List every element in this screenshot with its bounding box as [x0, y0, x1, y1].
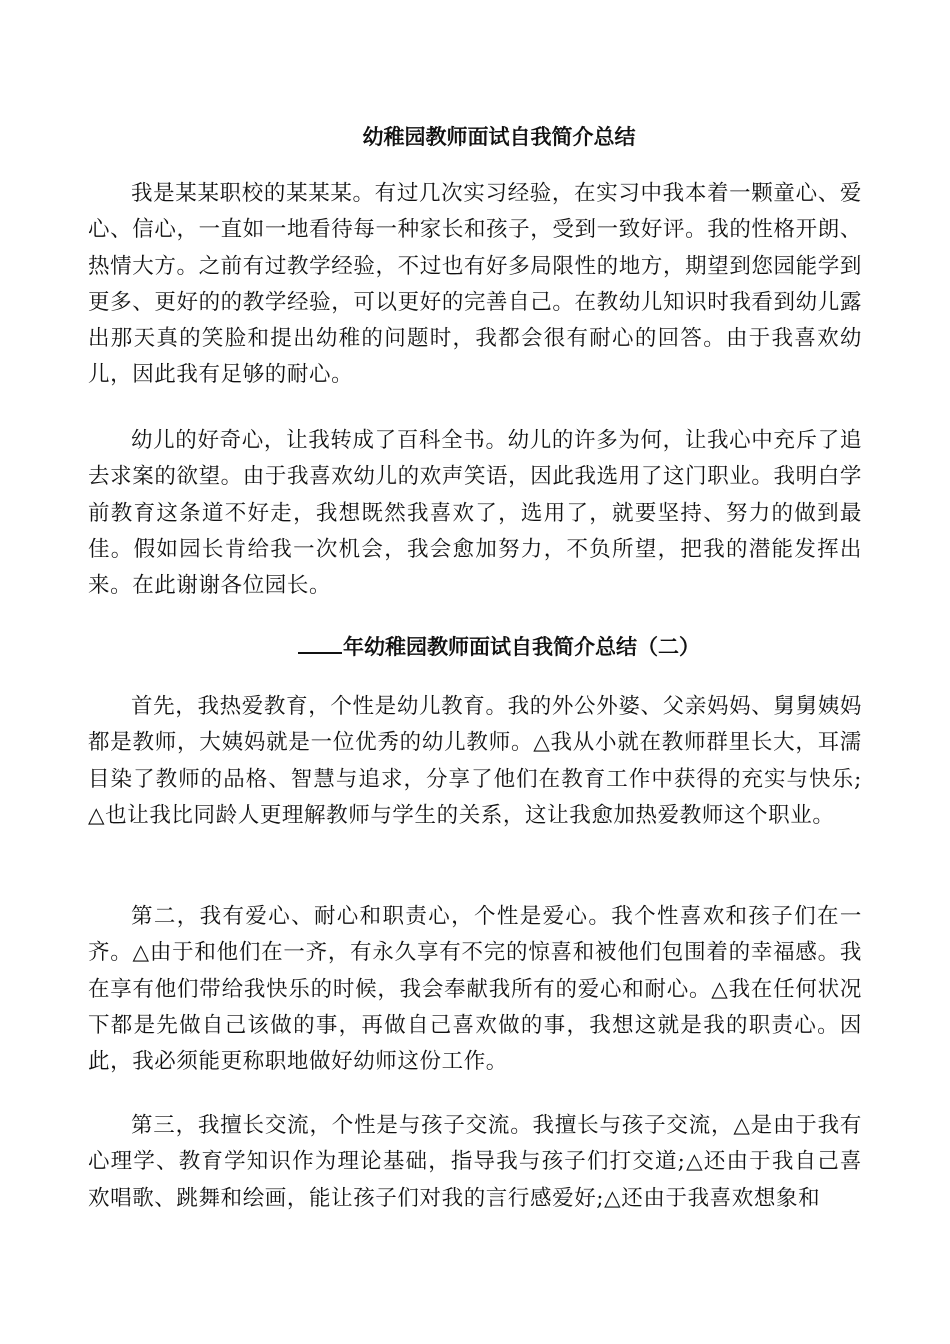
section-title-2-text: 年幼稚园教师面试自我简介总结（二）	[343, 634, 700, 659]
paragraph-curiosity: 幼儿的好奇心，让我转成了百科全书。幼儿的许多为何，让我心中充斥了追去求案的欲望。由于我喜欢幼儿的欢声笑语，因此我选用了这门职业。我明白学前教育这条道不好走，我想既然我喜欢了，选用了，就要坚持、努力的做到最佳。假如园长肯给我一次机会，我会愈加努力，不负所望，把我的潜能发挥出来。在此谢谢各位园长。	[88, 428, 862, 599]
paragraph-first: 首先，我热爱教育，个性是幼儿教育。我的外公外婆、父亲妈妈、舅舅姨妈都是教师，大姨妈就是一位优秀的幼儿教师。△我从小就在教师群里长大，耳濡目染了教师的品格、智慧与追求，分享了他们在教育工作中获得的充实与快乐;△也让我比同龄人更理解教师与学生的关系，这让我愈加热爱教师这个职业。	[88, 694, 862, 828]
paragraph-intro: 我是某某职校的某某某。有过几次实习经验，在实习中我本着一颗童心、爱心、信心，一直如一地看待每一种家长和孩子，受到一致好评。我的性格开朗、热情大方。之前有过教学经验，不过也有好多局限性的地方，期望到您园能学到更多、更好的的教学经验，可以更好的完善自己。在教幼儿知识时我看到幼儿露出那天真的笑脸和提出幼稚的问题时，我都会很有耐心的回答。由于我喜欢幼儿，因此我有足够的耐心。	[88, 181, 862, 388]
paragraph-second: 第二，我有爱心、耐心和职责心，个性是爱心。我个性喜欢和孩子们在一齐。△由于和他们在一齐，有永久享有不完的惊喜和被他们包围着的幸福感。我在享有他们带给我快乐的时候，我会奉献我所有的爱心和耐心。△我在任何状况下都是先做自己该做的事，再做自己喜欢做的事，我想这就是我的职责心。因此，我必须能更称职地做好幼师这份工作。	[88, 904, 862, 1075]
section-title-2	[24, 632, 950, 662]
year-blank-underline	[298, 632, 342, 654]
paragraph-third: 第三，我擅长交流，个性是与孩子交流。我擅长与孩子交流，△是由于我有心理学、教育学知识作为理论基础，指导我与孩子们打交道;△还由于我自己喜欢唱歌、跳舞和绘画，能让孩子们对我的言行感爱好;△还由于我喜欢想象和	[88, 1113, 862, 1211]
document-title: 幼稚园教师面试自我简介总结	[362, 124, 636, 149]
